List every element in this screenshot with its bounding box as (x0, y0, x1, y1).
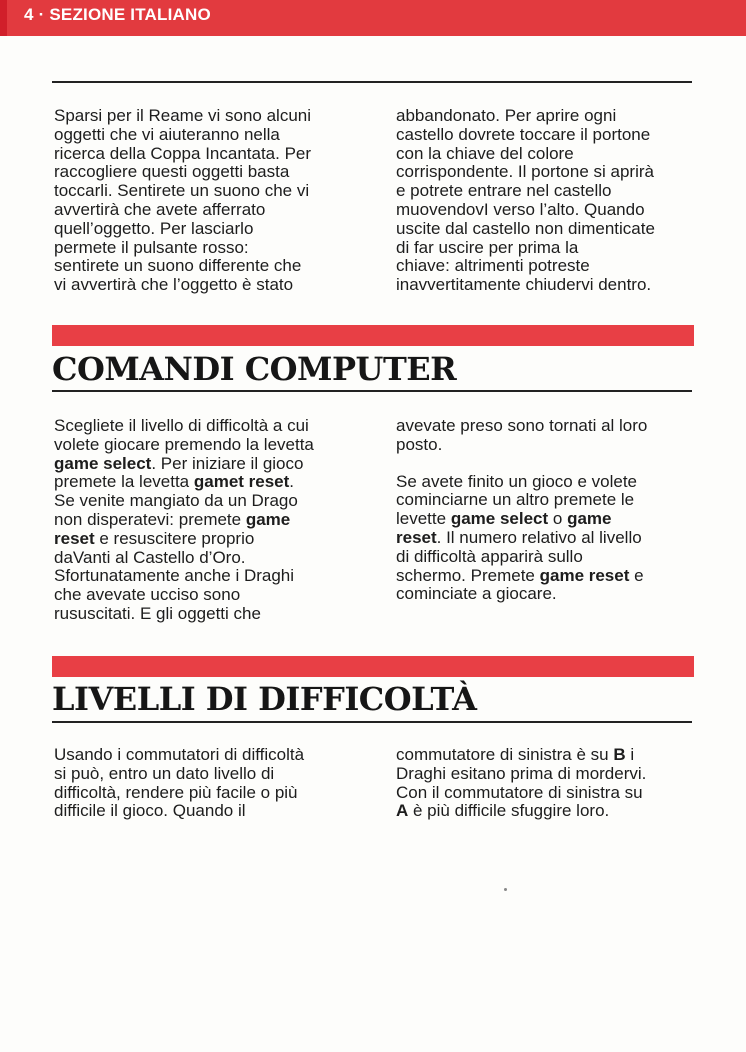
text-segment: . Il numero relativo al livello (436, 527, 642, 547)
text-line: raccogliere questi oggetti basta (54, 162, 290, 182)
text-line (54, 567, 314, 586)
text-line (396, 510, 647, 529)
text-line (54, 746, 304, 765)
text-segment: non disperatevi: premete (54, 509, 246, 529)
text-line (54, 530, 314, 549)
text-segment: Sfortunatamente anche i Draghi (54, 566, 295, 586)
text-line: muovendovI verso l’alto. Quando (396, 199, 645, 219)
text-segment: . (289, 472, 295, 492)
text-line (396, 529, 647, 548)
comandi-red-band (52, 325, 694, 346)
text-segment: volete giocare premendo la levetta (54, 434, 314, 454)
text-line (396, 567, 647, 586)
text-segment: difficoltà, rendere più facile o più (54, 782, 298, 802)
text-segment: di difficoltà apparirà sullo (396, 546, 583, 566)
text-line: uscite dal castello non dimenticate (396, 218, 655, 238)
bold-term: game select (54, 453, 152, 473)
text-line: sentirete un suono differente che (54, 256, 302, 276)
livelli-underline (52, 721, 692, 723)
text-line (54, 765, 304, 784)
intro-left-column (54, 107, 311, 295)
comandi-section-title: COMANDI COMPUTER (52, 350, 457, 388)
text-segment: Se avete finito un gioco e volete (396, 471, 637, 491)
bold-term: game (567, 509, 612, 529)
text-line: Sparsi per il Reame vi sono alcuni (54, 106, 312, 125)
paragraph-gap (396, 455, 647, 473)
text-line: corrispondente. Il portone si aprirà (396, 162, 654, 182)
text-segment: schermo. Premete (396, 565, 540, 585)
livelli-left-column (54, 746, 304, 821)
text-line: oggetti che vi aiuteranno nella (54, 124, 280, 144)
text-segment: avevate preso sono tornati al loro (396, 416, 648, 435)
text-line (54, 549, 314, 568)
text-line: ricerca della Coppa Incantata. Per (54, 143, 312, 163)
text-segment: Usando i commutatori di difficoltà (54, 745, 305, 764)
text-line (54, 586, 314, 605)
text-segment: Draghi esitano prima di mordervi. (396, 763, 647, 783)
text-line (54, 802, 304, 821)
text-segment: che avevate ucciso sono (54, 585, 241, 605)
text-line (54, 784, 304, 803)
text-line (396, 746, 646, 765)
text-segment: difficile il gioco. Quando il (54, 801, 246, 821)
bold-term: reset (54, 528, 95, 548)
livelli-red-band (52, 656, 694, 677)
text-segment: levette (396, 509, 451, 529)
bold-term: B (613, 745, 626, 764)
text-segment: cominciarne un altro premete le (396, 490, 635, 510)
text-segment: è più difficile sfuggire loro. (408, 801, 610, 821)
page-header-title: 4 · SEZIONE ITALIANO (24, 5, 211, 24)
text-segment: premete la levetta (54, 472, 194, 492)
text-segment: e (629, 565, 644, 585)
text-line: e potrete entrare nel castello (396, 181, 612, 201)
text-line (396, 473, 647, 492)
header-bar (0, 0, 746, 36)
text-line: vi avvertirà che l’oggetto è stato (54, 275, 294, 295)
text-segment: Con il commutatore di sinistra su (396, 782, 643, 802)
intro-top-rule (52, 81, 692, 83)
comandi-left-column (54, 417, 314, 624)
bold-term: game reset (539, 565, 630, 585)
text-segment: commutatore di sinistra è su (396, 745, 614, 764)
text-segment: rususcitati. E gli oggetti che (54, 603, 261, 623)
text-segment: e resuscitere proprio (94, 528, 255, 548)
livelli-right-column (396, 746, 646, 821)
text-segment: i (625, 745, 635, 764)
text-line (396, 784, 646, 803)
bold-term: game (245, 509, 291, 529)
intro-right-column (396, 107, 655, 295)
text-line (396, 585, 647, 604)
text-line (54, 492, 314, 511)
livelli-section-title: LIVELLI DI DIFFICOLTÀ (52, 680, 477, 718)
text-line: con la chiave del colore (396, 143, 574, 163)
text-line (54, 455, 314, 474)
text-line (396, 802, 646, 821)
text-line (396, 548, 647, 567)
text-segment: Scegliete il livello di difficoltà a cui (54, 416, 309, 435)
text-segment: Se venite mangiato da un Drago (54, 491, 298, 511)
text-line: permete il pulsante rosso: (54, 237, 249, 257)
text-segment: daVanti al Castello d’Oro. (54, 547, 246, 567)
text-line: di far uscire per prima la (396, 237, 579, 257)
comandi-right-column (396, 417, 647, 604)
text-line: avvertirà che avete afferrato (54, 199, 266, 219)
text-line (396, 417, 647, 436)
text-segment: . Per iniziare il gioco (151, 453, 304, 473)
text-line: castello dovrete toccare il portone (396, 124, 651, 144)
bold-term: A (396, 801, 409, 821)
text-segment: si può, entro un dato livello di (54, 763, 275, 783)
header-bar-edge (0, 0, 7, 36)
text-line: inavvertitamente chiudervi dentro. (396, 275, 652, 295)
text-segment: posto. (396, 434, 443, 454)
bold-term: game select (450, 509, 549, 529)
text-line: toccarli. Sentirete un suono che vi (54, 181, 310, 201)
text-line (54, 436, 314, 455)
print-speck (504, 888, 507, 891)
text-line (396, 491, 647, 510)
text-line (54, 605, 314, 624)
comandi-underline (52, 390, 692, 392)
text-line (54, 511, 314, 530)
text-line (54, 417, 314, 436)
bold-term: gamet reset (193, 472, 290, 492)
text-line (396, 765, 646, 784)
text-line: chiave: altrimenti potreste (396, 256, 590, 276)
text-segment: cominciate a giocare. (396, 584, 557, 604)
text-line: abbandonato. Per aprire ogni (396, 106, 617, 125)
bold-term: reset (396, 527, 437, 547)
text-line (54, 473, 314, 492)
text-line: quell’oggetto. Per lasciarlo (54, 218, 254, 238)
text-line (396, 436, 647, 455)
text-segment: o (548, 509, 568, 529)
